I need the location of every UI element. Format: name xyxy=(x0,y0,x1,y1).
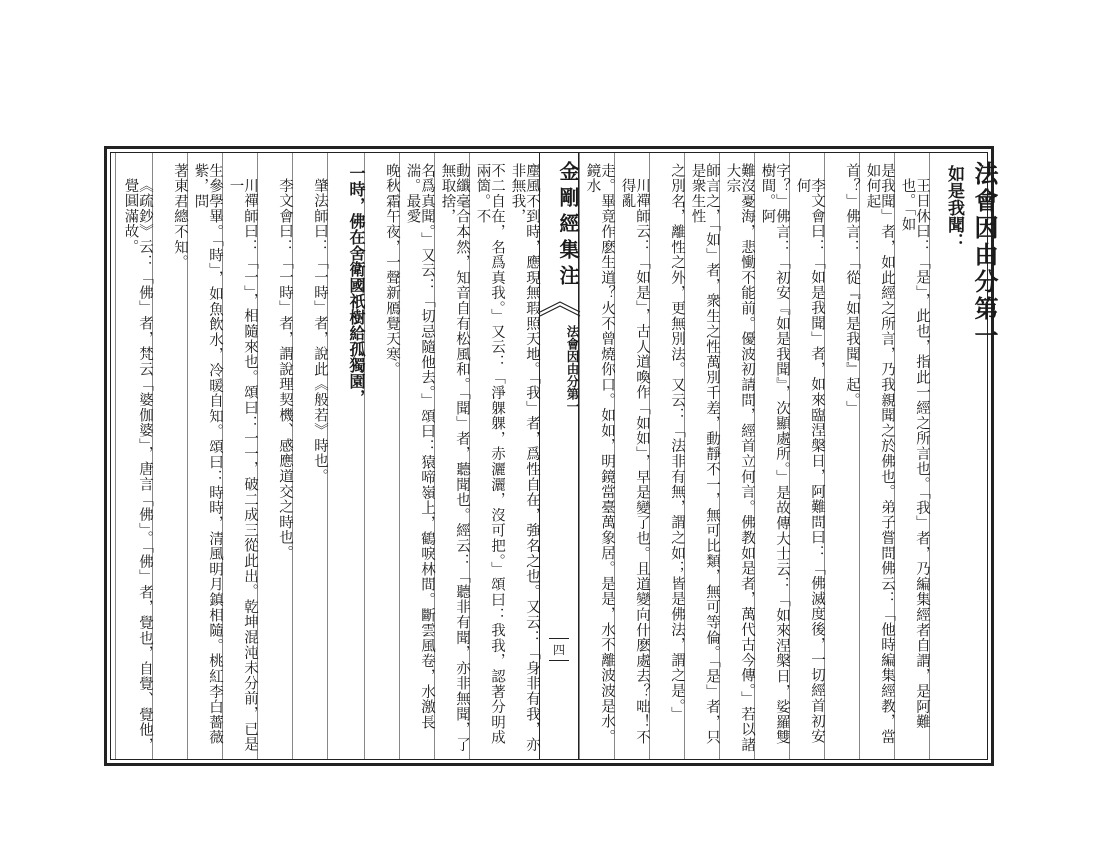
book-title: 金剛經集注 xyxy=(556,161,580,291)
text-line: 塵風不到時，應現無瑕照天地。「我」者，爲性自在，強名之也。又云：「身非有我，亦非無我， xyxy=(509,163,540,753)
sutra-phrase: 如是我聞： xyxy=(929,153,962,759)
text-line: 李文會曰：「如是我聞」者，如來臨涅槃日，阿難問曰：「佛滅度後，一切經首初安何 xyxy=(789,153,824,759)
text-line: 川禪師云：「如是」，古人道喚作「如如」，早是變了也。且道變向什麽處去？咄！不得亂 xyxy=(614,153,649,759)
chapter-heading: 法會因由分第一 xyxy=(970,161,999,350)
text-line: 名爲真聞。」又云：「切忌隨他去。」頌曰：猿啼嶺上，鶴唳林間。斷雲風卷，水激長湍。最愛 xyxy=(399,153,434,759)
page-frame xyxy=(104,146,999,766)
commentary-line: 《疏鈔》云：「佛」者，梵云「婆伽婆」，唐言「佛」。「佛」者，覺也，自覺、覺他，覺圓滿故。 xyxy=(115,153,152,759)
text-line: 王日休曰：「是」，此也，指此一經之所言也。「我」者，乃編集經者自謂，是阿難也。「如 xyxy=(894,153,929,759)
page-number: 四 xyxy=(549,638,569,661)
fish-tail-ornament xyxy=(540,300,580,316)
page-inner-border xyxy=(110,152,999,760)
text-line: 走。畢竟作麽生道？火不曾燒你口。如如，明鏡當臺萬象居。是是，水不離波波是水。鏡水 xyxy=(579,153,614,759)
sutra-phrase: 一時，佛在舍衛國祇樹給孤獨園， xyxy=(327,153,364,759)
text-line: 是我聞」者，如此經之所言，乃我親聞之於佛也。弟子嘗問佛云：「他時編集經教，當如何起 xyxy=(859,153,894,759)
text-line: 動纖毫合本然，知音自有松風和。「聞」者，聽聞也。經云：「聽非有聞，亦非無聞，了無取捨， xyxy=(434,153,469,759)
commentary-line: 李文會曰：「一時」者，謂說理契機、感應道交之時也。 xyxy=(257,153,292,759)
text-line: 晚秋霜午夜，一聲新鴈覺天寒。 xyxy=(364,153,399,759)
center-band xyxy=(539,153,579,759)
text-line: 師言之，「如」者，衆生之性萬別千差，動靜不一，無可比類，無可等倫。「是」者，只是衆生性 xyxy=(684,153,719,759)
chapter-tab: 法會因由分第一 xyxy=(565,325,580,413)
text-line: 之別名，離性之外，更無別法。又云：「法非有無，謂之如；皆是佛法，謂之是。」 xyxy=(649,153,684,759)
text-line: 不二自在，名爲真我。」又云：「淨躶躶，赤灑灑，沒可把。」頌曰：我我，認著分明成兩箇。不 xyxy=(469,153,504,759)
text-line: 字？」佛言：「初安『如是我聞』，次顯處所。」是故傳大士云：「如來涅槃日，娑羅雙樹間。阿 xyxy=(754,153,789,759)
commentary-line: 著東君總不知。 xyxy=(152,153,187,759)
text-line: 難沒憂海，悲慟不能前。優波初請問，經首立何言。佛教如是者，萬代古今傳。」若以諸大宗 xyxy=(719,153,754,759)
text-line: 首？」佛言：「從『如是我聞』起。」 xyxy=(824,153,859,759)
commentary-line: 川禪師曰：「一」，相隨來也。頌曰：一一，破二成三從此出。乾坤混沌未分前，已是一 xyxy=(222,153,257,759)
commentary-line: 生參學畢。「時」，如魚飲水，冷暖自知。頌曰：時時，清風明月鎮相隨。桃紅李白薔薇紫，問 xyxy=(187,153,222,759)
commentary-line: 肇法師曰：「一時」者，說此《般若》時也。 xyxy=(292,153,327,759)
